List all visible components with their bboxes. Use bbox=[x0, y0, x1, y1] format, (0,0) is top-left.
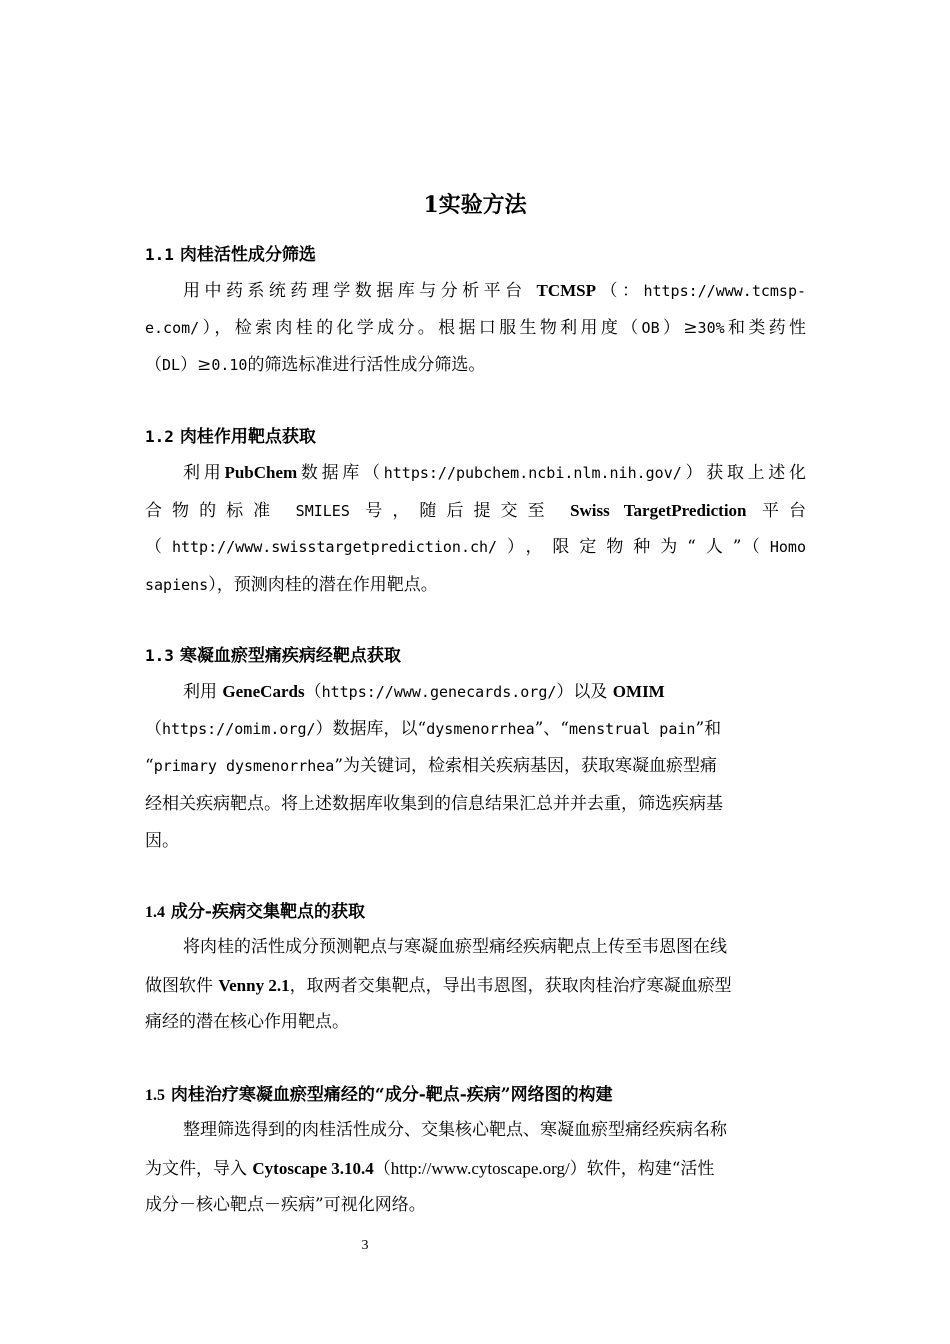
paragraph-line: e.com/），检索肉桂的化学成分。根据口服生物利用度（OB）≥30%和类药性 bbox=[145, 317, 807, 338]
section-1-2 bbox=[145, 426, 806, 604]
section-title: 寒凝血瘀型痛疾病经靶点获取 bbox=[179, 646, 401, 666]
section-1-3 bbox=[145, 645, 806, 861]
page-title: 1实验方法 bbox=[423, 192, 527, 218]
section-1-4 bbox=[145, 901, 806, 1042]
section-number: 1.5 bbox=[145, 1087, 165, 1104]
paragraph-line: 将肉桂的活性成分预测靶点与寒凝血瘀型痛经疾病靶点上传至韦恩图在线 bbox=[183, 937, 727, 957]
paragraph-line: 利用 GeneCards（https://www.genecards.org/）以及 OMIM bbox=[183, 682, 665, 702]
section-number: 1.3 bbox=[145, 646, 174, 665]
section-1-5 bbox=[145, 1084, 806, 1225]
section-1-1 bbox=[145, 244, 806, 385]
paragraph-line: （http://www.swisstargetprediction.ch/），限定物种为“人”（Homo bbox=[145, 537, 806, 557]
paragraph-line: 经相关疾病靶点。将上述数据库收集到的信息结果汇总并并去重，筛选疾病基 bbox=[145, 793, 723, 814]
paragraph-line: 成分－核心靶点－疾病”可视化网络。 bbox=[145, 1195, 426, 1215]
paragraph-line: 整理筛选得到的肉桂活性成分、交集核心靶点、寒凝血瘀型痛经疾病名称 bbox=[183, 1120, 727, 1140]
section-heading bbox=[145, 1084, 806, 1106]
paragraph-line: 合物的标准 SMILES 号，随后提交至 Swiss TargetPrediction 平台 bbox=[145, 500, 807, 521]
section-number: 1.2 bbox=[145, 427, 174, 446]
paragraph-line: 利用PubChem数据库（https://pubchem.ncbi.nlm.nih.gov/）获取上述化 bbox=[183, 463, 807, 483]
paragraph-line: 为文件，导入 Cytoscape 3.10.4（http://www.cytoscape.org/）软件，构建“活性 bbox=[145, 1158, 715, 1179]
section-heading bbox=[145, 901, 806, 923]
paragraph-line: （DL）≥0.10的筛选标准进行活性成分筛选。 bbox=[145, 355, 486, 375]
section-heading bbox=[145, 426, 806, 448]
section-number: 1.1 bbox=[145, 245, 174, 264]
section-heading bbox=[145, 645, 806, 667]
paragraph-line: 用中药系统药理学数据库与分析平台 TCMSP（：https://www.tcmsp- bbox=[183, 281, 807, 301]
paragraph-line: sapiens），预测肉桂的潜在作用靶点。 bbox=[145, 574, 438, 595]
page-number: 3 bbox=[361, 1238, 369, 1253]
section-title: 肉桂治疗寒凝血瘀型痛经的“成分-靶点-疾病”网络图的构建 bbox=[170, 1085, 613, 1105]
paragraph-line: 因。 bbox=[145, 831, 179, 851]
section-title: 成分-疾病交集靶点的获取 bbox=[170, 902, 365, 922]
paragraph-line: （https://omim.org/）数据库，以“dysmenorrhea”、“menstrual pain”和 bbox=[145, 718, 722, 739]
paragraph-line: 痛经的潜在核心作用靶点。 bbox=[145, 1012, 349, 1032]
section-number: 1.4 bbox=[145, 904, 165, 921]
section-title: 肉桂作用靶点获取 bbox=[179, 427, 316, 447]
paragraph-line: “primary dysmenorrhea”为关键词，检索相关疾病基因，获取寒凝血瘀型痛 bbox=[145, 756, 718, 776]
paragraph-line: 做图软件 Venny 2.1，取两者交集靶点，导出韦恩图，获取肉桂治疗寒凝血瘀型 bbox=[145, 975, 732, 996]
section-title: 肉桂活性成分筛选 bbox=[179, 245, 316, 265]
section-heading bbox=[145, 244, 806, 266]
